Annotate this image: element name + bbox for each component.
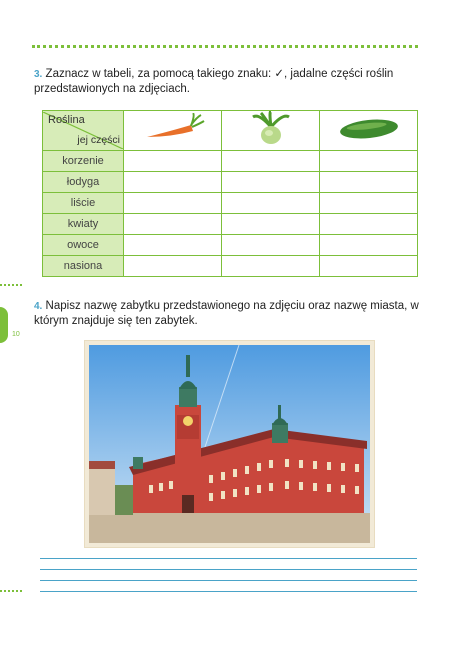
header-plant-label: Roślina [48,114,85,126]
carrot-icon [141,113,205,143]
cucumber-icon [337,114,401,142]
writing-line-4[interactable] [40,591,417,592]
answer-cell[interactable] [320,214,418,235]
answer-cell[interactable] [222,151,320,172]
writing-line-3[interactable] [40,580,417,581]
page-tab-marker [0,307,8,343]
cucumber-image [320,111,418,151]
row-label-kwiaty: kwiaty [43,214,124,235]
royal-castle-image [89,345,370,543]
answer-cell[interactable] [124,235,222,256]
top-dotted-divider [32,45,418,48]
answer-cell[interactable] [320,193,418,214]
answer-cell[interactable] [124,214,222,235]
side-dotted-mark [0,284,22,286]
row-label-lodyga: łodyga [43,172,124,193]
kohlrabi-icon [249,111,293,145]
plants-table [42,110,418,277]
answer-cell[interactable] [222,235,320,256]
exercise-4 [34,299,424,329]
answer-cell[interactable] [320,256,418,277]
row-label-liscie: liście [43,193,124,214]
answer-cell[interactable] [124,193,222,214]
exercise-3-text: Zaznacz w tabeli, za pomocą takiego znaku: ✓, jadalne części roślin przedstawionych na zdjęciach. [34,68,394,95]
table-header-cell [43,111,124,151]
header-parts-label: jej części [77,134,120,146]
castle-photo [85,341,374,547]
side-dotted-mark-bottom [0,590,22,592]
answer-cell[interactable] [124,172,222,193]
writing-line-1[interactable] [40,558,417,559]
carrot-image [124,111,222,151]
answer-cell[interactable] [124,151,222,172]
answer-cell[interactable] [222,214,320,235]
writing-line-2[interactable] [40,569,417,570]
row-label-owoce: owoce [43,235,124,256]
answer-cell[interactable] [222,256,320,277]
row-label-nasiona: nasiona [43,256,124,277]
exercise-4-text: Napisz nazwę zabytku przedstawionego na zdjęciu oraz nazwę miasta, w którym znajduje się ten zabytek. [34,300,419,327]
answer-cell[interactable] [124,256,222,277]
page-number: 10 [12,331,20,338]
exercise-4-number: 4. [34,301,43,312]
answer-cell[interactable] [222,172,320,193]
answer-cell[interactable] [320,235,418,256]
kohlrabi-image [222,111,320,151]
answer-cell[interactable] [320,172,418,193]
exercise-3-number: 3. [34,69,43,80]
exercise-3 [34,67,424,97]
answer-cell[interactable] [320,151,418,172]
answer-cell[interactable] [222,193,320,214]
row-label-korzenie: korzenie [43,151,124,172]
